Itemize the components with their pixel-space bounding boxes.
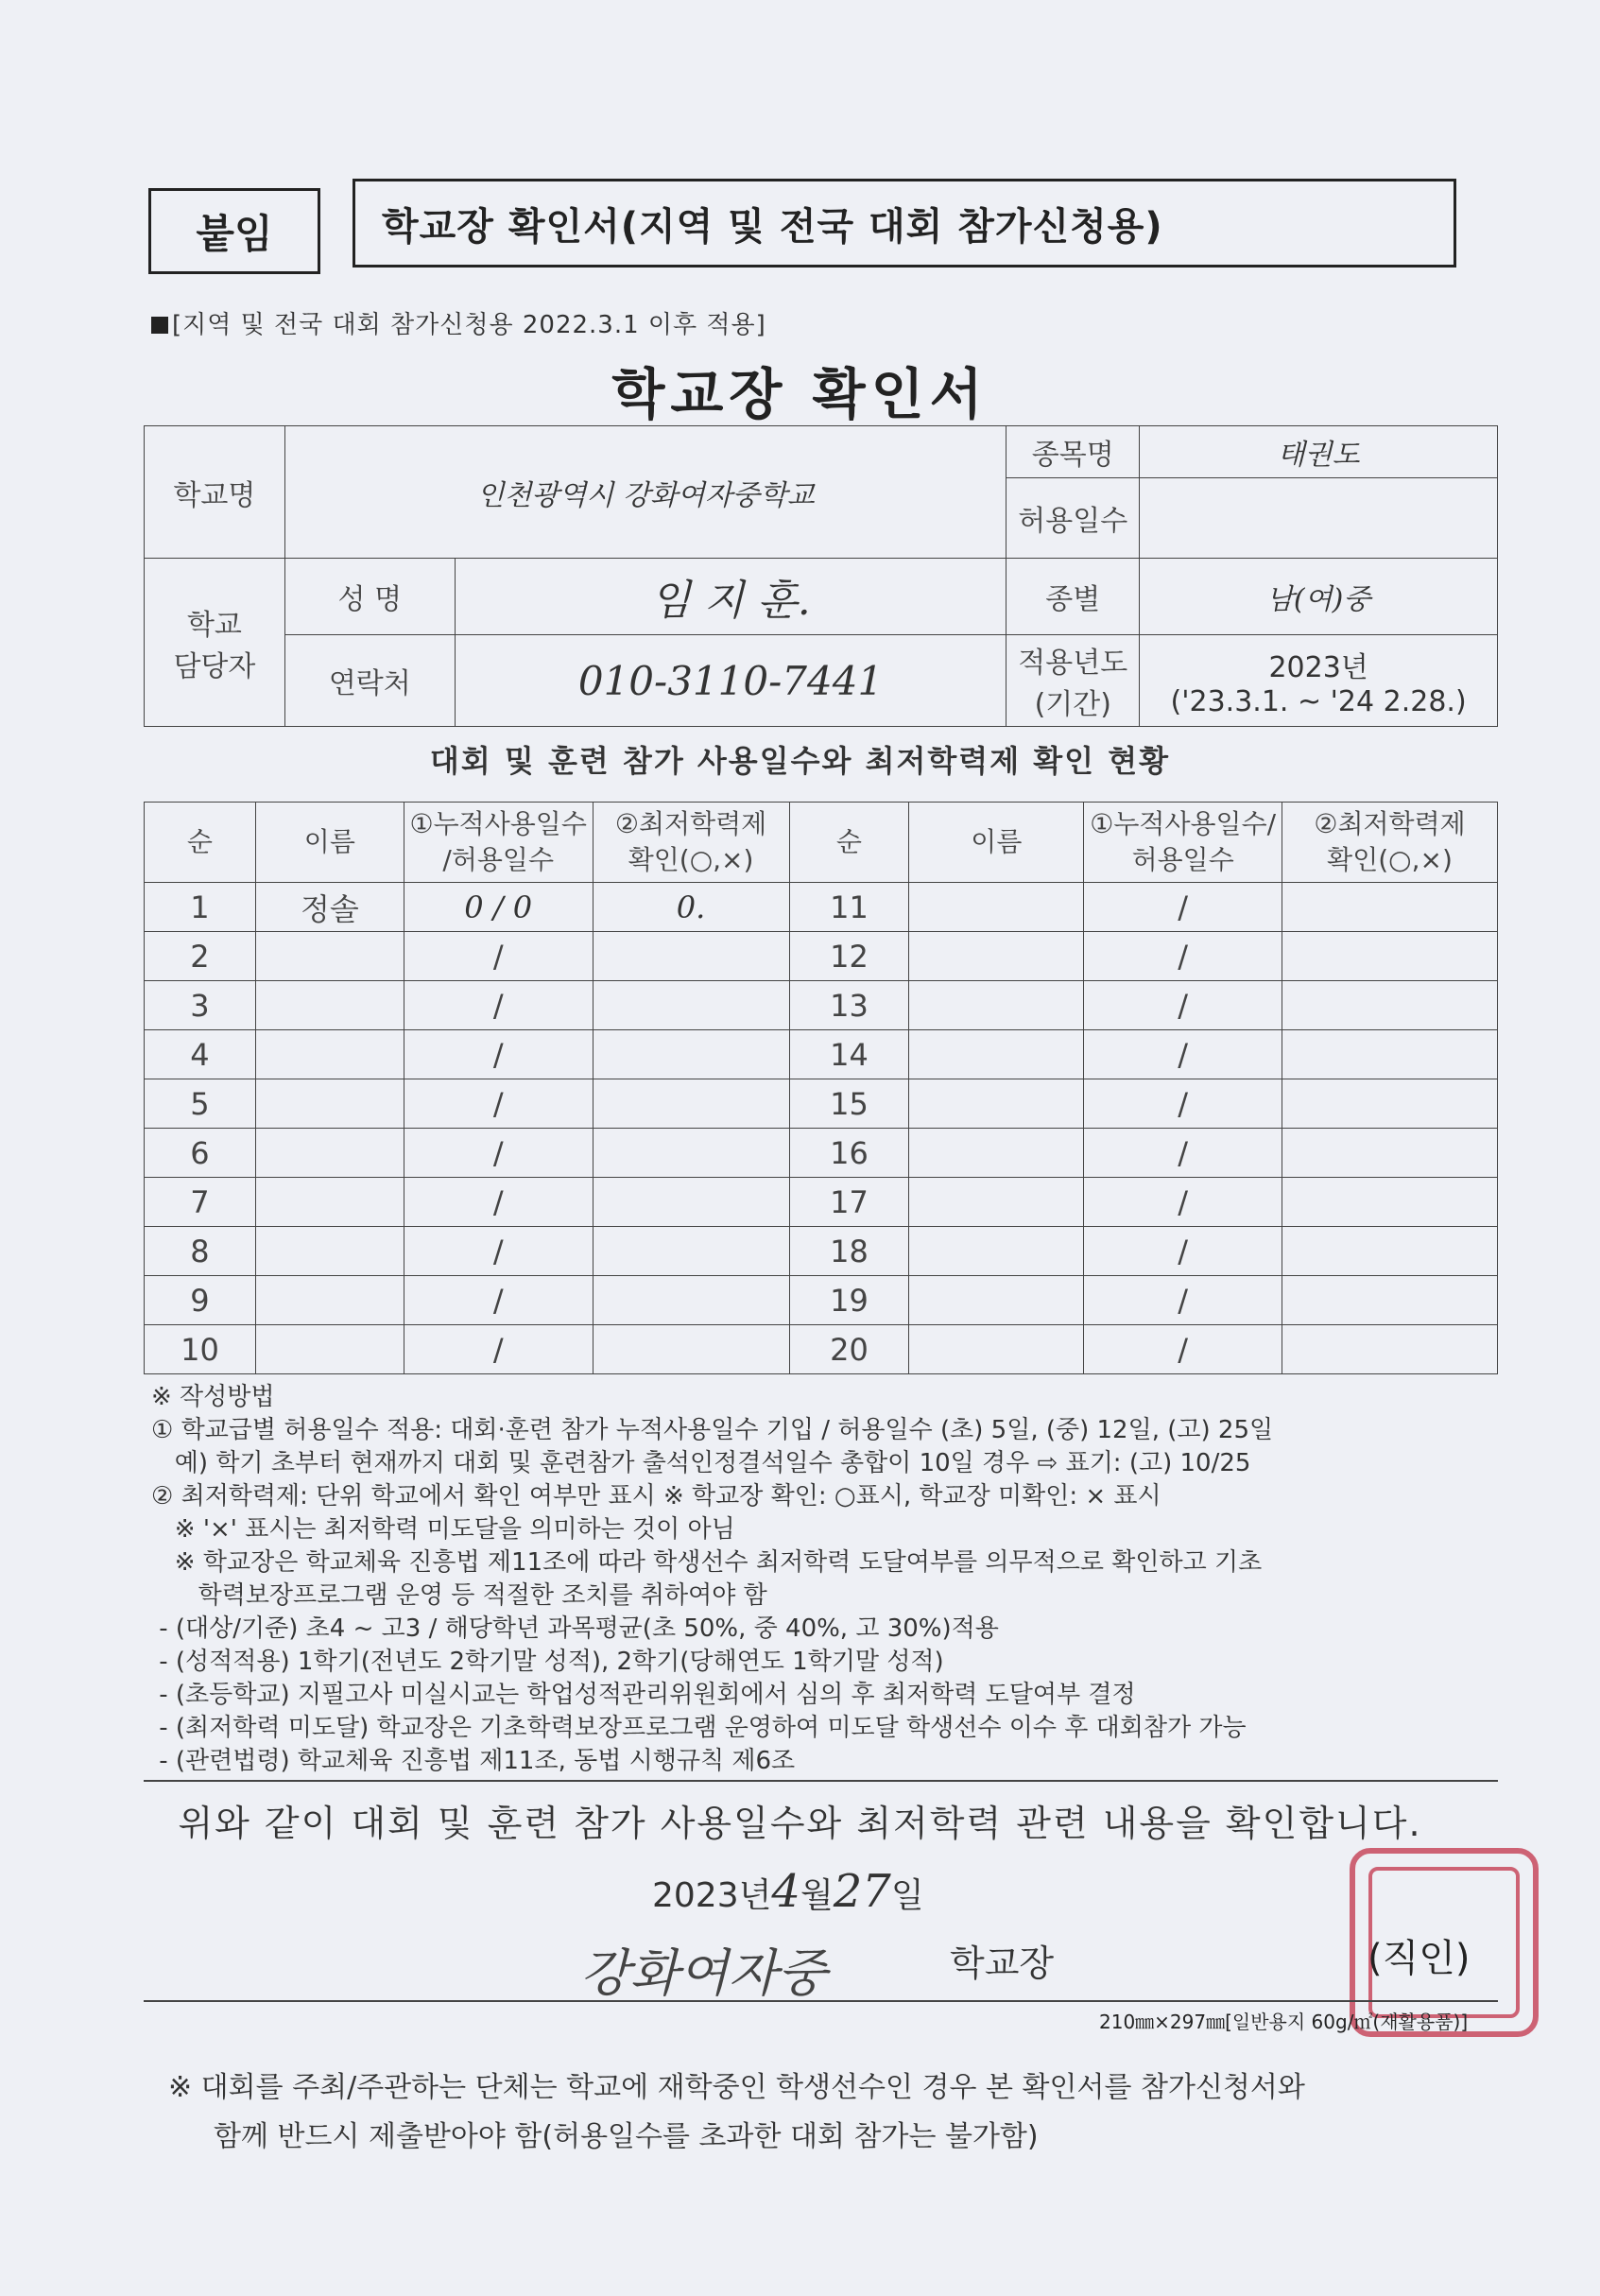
school-info-table bbox=[144, 425, 1498, 727]
allowed-days-value bbox=[1140, 478, 1498, 559]
divider bbox=[144, 1780, 1498, 1782]
attachment-label: 붙임 bbox=[148, 188, 320, 274]
principal-label: 학교장 bbox=[950, 1942, 1055, 1984]
row-name bbox=[909, 981, 1084, 1030]
row-check: 0. bbox=[593, 883, 789, 932]
confirmation-statement: 위와 같이 대회 및 훈련 참가 사용일수와 최저학력 관련 내용을 확인합니다. bbox=[178, 1803, 1422, 1844]
instruction-line: - (최저학력 미도달) 학교장은 기초학력보장프로그램 운영하여 미도달 학생선수 이수 후 대회참가 가능 bbox=[151, 1714, 1247, 1742]
table-row bbox=[145, 1227, 1498, 1276]
header-days bbox=[404, 803, 593, 883]
header-days2-line1: ①누적사용일수/ bbox=[1090, 808, 1277, 839]
table-row bbox=[145, 1079, 1498, 1129]
header-name-2: 이름 bbox=[909, 803, 1084, 883]
table-row bbox=[145, 1276, 1498, 1325]
table-row bbox=[145, 981, 1498, 1030]
row-days: / bbox=[1084, 932, 1282, 981]
contact-label: 연락처 bbox=[284, 635, 455, 727]
row-no: 12 bbox=[789, 932, 909, 981]
footer-note-line1: ※ 대회를 주최/주관하는 단체는 학교에 재학중인 학생선수인 경우 본 확인서를 참가신청서와 bbox=[168, 2071, 1305, 2104]
row-name bbox=[255, 1129, 404, 1178]
seal-label: (직인) bbox=[1368, 1937, 1471, 1980]
instruction-line: ※ '×' 표시는 최저학력 미도달을 의미하는 것이 아님 bbox=[151, 1515, 735, 1544]
staff-name-value: 임 지 훈. bbox=[455, 559, 1006, 635]
row-days: / bbox=[404, 1079, 593, 1129]
row-name bbox=[255, 981, 404, 1030]
staff-label-line2: 담당자 bbox=[173, 649, 256, 683]
row-check bbox=[593, 1079, 789, 1129]
form-version-text: [지역 및 전국 대회 참가신청용 2022.3.1 이후 적용] bbox=[172, 311, 766, 339]
row-no: 9 bbox=[145, 1276, 256, 1325]
row-name bbox=[255, 1227, 404, 1276]
row-days: / bbox=[404, 1030, 593, 1079]
row-no: 1 bbox=[145, 883, 256, 932]
row-no: 17 bbox=[789, 1178, 909, 1227]
staff-label-line1: 학교 bbox=[186, 608, 242, 642]
header-check-line2: 확인(○,×) bbox=[628, 844, 754, 875]
header-days-line1: ①누적사용일수 bbox=[409, 808, 587, 839]
row-days: / bbox=[404, 1227, 593, 1276]
row-check bbox=[1282, 1227, 1498, 1276]
year-value-line1: 2023년 bbox=[1268, 650, 1368, 684]
instruction-line: ① 학교급별 허용일수 적용: 대회·훈련 참가 누적사용일수 기입 / 허용일수 (초) 5일, (중) 12일, (고) 25일 bbox=[151, 1416, 1274, 1444]
instructions bbox=[151, 1381, 1273, 1778]
row-no: 7 bbox=[145, 1178, 256, 1227]
row-name bbox=[909, 932, 1084, 981]
table-row bbox=[145, 1178, 1498, 1227]
row-name bbox=[909, 1178, 1084, 1227]
square-bullet-icon bbox=[151, 317, 168, 334]
date-year: 2023년 bbox=[652, 1876, 772, 1915]
section-title: 대회 및 훈련 참가 사용일수와 최저학력제 확인 현황 bbox=[429, 743, 1171, 779]
year-value-line2: ('23.3.1. ~ '24 2.28.) bbox=[1170, 684, 1467, 718]
row-name bbox=[255, 1178, 404, 1227]
header-days-line2: /허용일수 bbox=[442, 844, 555, 875]
row-no: 16 bbox=[789, 1129, 909, 1178]
row-days: / bbox=[1084, 1276, 1282, 1325]
header-check-2 bbox=[1282, 803, 1498, 883]
row-no: 3 bbox=[145, 981, 256, 1030]
row-no: 4 bbox=[145, 1030, 256, 1079]
row-name bbox=[255, 1030, 404, 1079]
header-check-line1: ②최저학력제 bbox=[614, 808, 767, 839]
date-month: 4 bbox=[771, 1865, 800, 1918]
footer-note-line2: 함께 반드시 제출받아야 함(허용일수를 초과한 대회 참가는 불가함) bbox=[214, 2120, 1039, 2153]
gender-value: 남(여)중 bbox=[1140, 559, 1498, 635]
row-check bbox=[1282, 1325, 1498, 1374]
instruction-line: ② 최저학력제: 단위 학교에서 확인 여부만 표시 ※ 학교장 확인: ○표시, 학교장 미확인: × 표시 bbox=[151, 1482, 1161, 1511]
row-check bbox=[593, 932, 789, 981]
row-check bbox=[593, 1227, 789, 1276]
row-days: / bbox=[1084, 1030, 1282, 1079]
row-days: / bbox=[404, 932, 593, 981]
instruction-line: ※ 작성방법 bbox=[151, 1383, 275, 1411]
table-row bbox=[145, 1325, 1498, 1374]
row-check bbox=[1282, 981, 1498, 1030]
row-check bbox=[1282, 1030, 1498, 1079]
row-name bbox=[909, 1325, 1084, 1374]
header-name: 이름 bbox=[255, 803, 404, 883]
table-row bbox=[145, 883, 1498, 932]
row-no: 2 bbox=[145, 932, 256, 981]
row-name bbox=[255, 1276, 404, 1325]
row-name bbox=[909, 1079, 1084, 1129]
row-days: / bbox=[1084, 1325, 1282, 1374]
date-day: 27 bbox=[833, 1865, 891, 1918]
year-label-line1: 적용년도 bbox=[1018, 647, 1128, 680]
date-day-unit: 일 bbox=[890, 1876, 924, 1915]
row-days: / bbox=[1084, 1079, 1282, 1129]
row-check bbox=[1282, 1079, 1498, 1129]
sport-label: 종목명 bbox=[1006, 426, 1140, 478]
name-label: 성 명 bbox=[284, 559, 455, 635]
page-title: 학교장 확인서 bbox=[611, 362, 989, 426]
row-no: 11 bbox=[789, 883, 909, 932]
instruction-line: 학력보장프로그램 운영 등 적절한 조치를 취하여야 함 bbox=[151, 1581, 767, 1610]
row-days: / bbox=[1084, 1227, 1282, 1276]
row-check bbox=[593, 981, 789, 1030]
table-row bbox=[145, 1030, 1498, 1079]
row-name bbox=[255, 1079, 404, 1129]
row-no: 5 bbox=[145, 1079, 256, 1129]
school-name-label: 학교명 bbox=[145, 426, 285, 559]
allowed-days-label: 허용일수 bbox=[1006, 478, 1140, 559]
row-no: 20 bbox=[789, 1325, 909, 1374]
header-check bbox=[593, 803, 789, 883]
row-no: 8 bbox=[145, 1227, 256, 1276]
row-check bbox=[593, 1276, 789, 1325]
instruction-line: - (관련법령) 학교체육 진흥법 제11조, 동법 시행규칙 제6조 bbox=[151, 1747, 796, 1775]
row-name bbox=[255, 1325, 404, 1374]
header-days2-line2: 허용일수 bbox=[1131, 844, 1234, 875]
row-days: / bbox=[404, 981, 593, 1030]
row-name bbox=[255, 932, 404, 981]
row-days: / bbox=[1084, 981, 1282, 1030]
sport-value: 태권도 bbox=[1140, 426, 1498, 478]
divider bbox=[144, 2000, 1498, 2002]
row-days: / bbox=[404, 1129, 593, 1178]
instruction-line: 예) 학기 초부터 현재까지 대회 및 훈련참가 출석인정결석일수 총합이 10일 경우 ⇨ 표기: (고) 10/25 bbox=[151, 1449, 1251, 1477]
row-check bbox=[593, 1129, 789, 1178]
paper-spec: 210㎜×297㎜[일반용지 60g/㎡(재활용품)] bbox=[1099, 2011, 1469, 2033]
form-version-note bbox=[151, 305, 766, 340]
row-days: / bbox=[404, 1276, 593, 1325]
row-check bbox=[1282, 1178, 1498, 1227]
row-no: 10 bbox=[145, 1325, 256, 1374]
year-value bbox=[1140, 635, 1498, 727]
header-title: 학교장 확인서(지역 및 전국 대회 참가신청용) bbox=[353, 179, 1456, 268]
row-days: 0 / 0 bbox=[404, 883, 593, 932]
row-days: / bbox=[404, 1325, 593, 1374]
row-check bbox=[1282, 1276, 1498, 1325]
row-name bbox=[909, 1129, 1084, 1178]
footer-note bbox=[168, 2063, 1305, 2162]
row-name bbox=[909, 1276, 1084, 1325]
row-name bbox=[909, 883, 1084, 932]
row-no: 19 bbox=[789, 1276, 909, 1325]
instruction-line: ※ 학교장은 학교체육 진흥법 제11조에 따라 학생선수 최저학력 도달여부를 의무적으로 확인하고 기초 bbox=[151, 1548, 1263, 1577]
row-check bbox=[593, 1030, 789, 1079]
header-no-2: 순 bbox=[789, 803, 909, 883]
header-days-2 bbox=[1084, 803, 1282, 883]
year-label-line2: (기간) bbox=[1034, 688, 1111, 721]
table-row bbox=[145, 1129, 1498, 1178]
row-no: 6 bbox=[145, 1129, 256, 1178]
header-no: 순 bbox=[145, 803, 256, 883]
gender-label: 종별 bbox=[1006, 559, 1140, 635]
instruction-line: - (대상/기준) 초4 ~ 고3 / 해당학년 과목평균(초 50%, 중 40%, 고 30%)적용 bbox=[151, 1614, 999, 1643]
row-check bbox=[593, 1325, 789, 1374]
staff-label bbox=[145, 559, 285, 727]
row-no: 13 bbox=[789, 981, 909, 1030]
roster-table bbox=[144, 802, 1498, 1374]
row-name bbox=[909, 1030, 1084, 1079]
date-month-unit: 월 bbox=[800, 1876, 834, 1915]
row-days: / bbox=[1084, 883, 1282, 932]
row-days: / bbox=[404, 1178, 593, 1227]
school-signature: 강화여자중 bbox=[580, 1943, 827, 2003]
issue-date bbox=[652, 1865, 924, 1918]
row-no: 14 bbox=[789, 1030, 909, 1079]
row-check bbox=[1282, 1129, 1498, 1178]
row-check bbox=[593, 1178, 789, 1227]
row-days: / bbox=[1084, 1129, 1282, 1178]
year-label bbox=[1006, 635, 1140, 727]
header-check2-line1: ②최저학력제 bbox=[1314, 808, 1466, 839]
contact-value: 010-3110-7441 bbox=[455, 635, 1006, 727]
row-name: 정솔 bbox=[255, 883, 404, 932]
table-row bbox=[145, 932, 1498, 981]
row-check bbox=[1282, 932, 1498, 981]
instruction-line: - (성적적용) 1학기(전년도 2학기말 성적), 2학기(당해연도 1학기말 성적) bbox=[151, 1648, 944, 1676]
row-no: 18 bbox=[789, 1227, 909, 1276]
row-check bbox=[1282, 883, 1498, 932]
row-name bbox=[909, 1227, 1084, 1276]
school-name-value: 인천광역시 강화여자중학교 bbox=[284, 426, 1006, 559]
instruction-line: - (초등학교) 지필고사 미실시교는 학업성적관리위원회에서 심의 후 최저학력 도달여부 결정 bbox=[151, 1681, 1136, 1709]
header-check2-line2: 확인(○,×) bbox=[1327, 844, 1453, 875]
row-days: / bbox=[1084, 1178, 1282, 1227]
row-no: 15 bbox=[789, 1079, 909, 1129]
